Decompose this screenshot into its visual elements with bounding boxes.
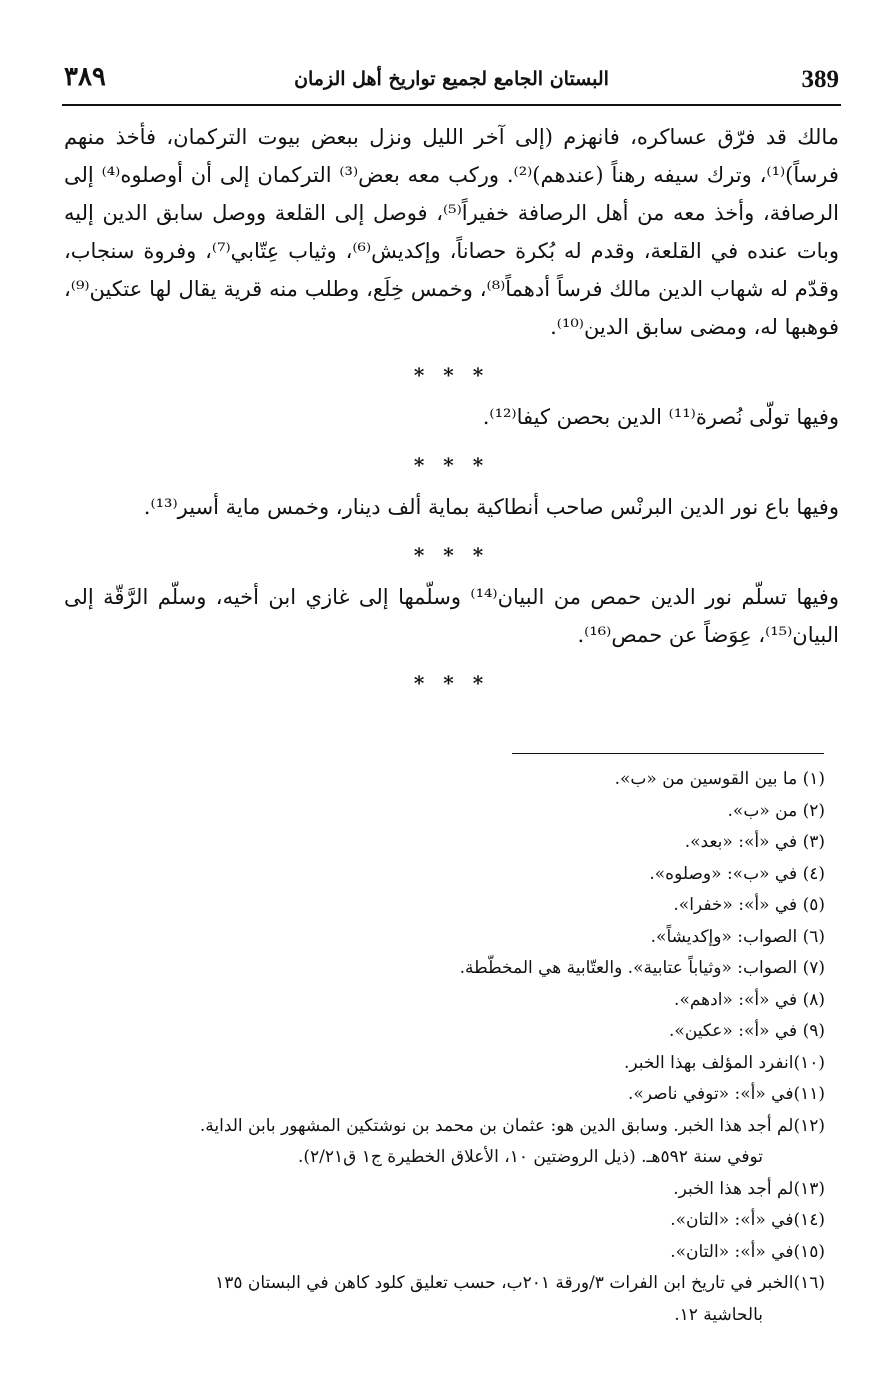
footnote-14: (١٤)في «أ»: «التان».	[670, 1210, 825, 1230]
footnote-4: (٤) في «ب»: «وصلوه».	[649, 863, 825, 884]
paragraph-1: مالك قد فرّق عساكره، فانهزم (إلى آخر الليل ونزل ببعض بيوت التركمان، فأخذ منهم فرساً)⁽¹⁾، وترك سيفه رهناً (عندهم)⁽²⁾. وركب معه بعض⁽³⁾ التركمان إلى أن أوصلوه⁽⁴⁾ إلى الرصافة، وأخذ معه من أهل الرصافة خفيراً⁽⁵⁾، فوصل إلى القلعة ووصل سابق الدين إليه وبات عنده في القلعة، وقدم له بُكرة حصاناً، وإكديش⁽⁶⁾، وثياب عِتّابي⁽⁷⁾، وفروة سنجاب، وقدّم له شهاب الدين مالك فرساً أدهماً⁽⁸⁾، وخمس خِلَع، وطلب منه قرية يقال لها عتكين⁽⁹⁾، فوهبها له، ومضى سابق الدين⁽¹⁰⁾.	[64, 125, 840, 339]
footnote-5: (٥) في «أ»: «خفرا».	[673, 895, 825, 915]
paragraph-2: وفيها تولّى نُصرة⁽¹¹⁾ الدين بحصن كيفا⁽¹²⁾.	[482, 405, 839, 429]
running-title: البستان الجامع لجميع تواريخ أهل الزمان	[294, 68, 609, 90]
footnote-9: (٩) في «أ»: «عكين».	[669, 1021, 825, 1041]
footnote-divider	[512, 753, 824, 754]
footnote-10: (١٠)انفرد المؤلف بهذا الخبر.	[623, 1052, 825, 1073]
section-separator-2: * * *	[413, 453, 490, 477]
footnotes	[58, 764, 825, 1331]
page-number-latin: 389	[801, 66, 839, 93]
footnote-16: (١٦)الخبر في تاريخ ابن الفرات ٣/ورقة ٢٠١ب، حسب تعليق كلود كاهن في البستان ١٣٥	[215, 1273, 825, 1293]
footnote-1: (١) ما بين القوسين من «ب».	[614, 769, 825, 789]
footnote-12-continuation: توفي سنة ٥٩٢هـ. (ذيل الروضتين ١٠، الأعلاق الخطيرة ج١ ق٢/٢١).	[298, 1147, 763, 1167]
footnote-12: (١٢)لم أجد هذا الخبر. وسابق الدين هو: عثمان بن محمد بن نوشتكين المشهور بابن الداية.	[199, 1115, 825, 1136]
footnote-2: (٢) من «ب».	[727, 800, 825, 821]
section-separator-1: * * *	[413, 363, 490, 387]
footnote-6: (٦) الصواب: «وإكديشاً».	[650, 926, 825, 947]
page-number-arabic: ٣٨٩	[64, 62, 106, 92]
header-divider	[62, 104, 841, 106]
section-separator-3: * * *	[413, 543, 490, 567]
footnote-15: (١٥)في «أ»: «التان».	[670, 1241, 825, 1262]
page-header	[62, 60, 841, 100]
paragraph-3: وفيها باع نور الدين البرنْس صاحب أنطاكية بماية ألف دينار، وخمس ماية أسير⁽¹³⁾.	[143, 495, 839, 519]
footnote-7: (٧) الصواب: «وثياباً عتابية». والعتّابية هي المخطّطة.	[459, 958, 825, 978]
footnote-3: (٣) في «أ»: «بعد».	[684, 832, 825, 852]
section-separator-4: * * *	[413, 671, 490, 695]
paragraph-4: وفيها تسلّم نور الدين حمص من البيان⁽¹⁴⁾ وسلّمها إلى غازي ابن أخيه، وسلّم الرَّقّة إلى البيان⁽¹⁵⁾، عِوَضاً عن حمص⁽¹⁶⁾.	[64, 585, 839, 647]
footnote-11: (١١)في «أ»: «توفي ناصر».	[627, 1084, 825, 1104]
footnote-8: (٨) في «أ»: «ادهم».	[674, 989, 825, 1010]
footnote-13: (١٣)لم أجد هذا الخبر.	[673, 1178, 825, 1199]
footnote-16-continuation: بالحاشية ١٢.	[674, 1304, 763, 1325]
main-text	[64, 118, 839, 706]
